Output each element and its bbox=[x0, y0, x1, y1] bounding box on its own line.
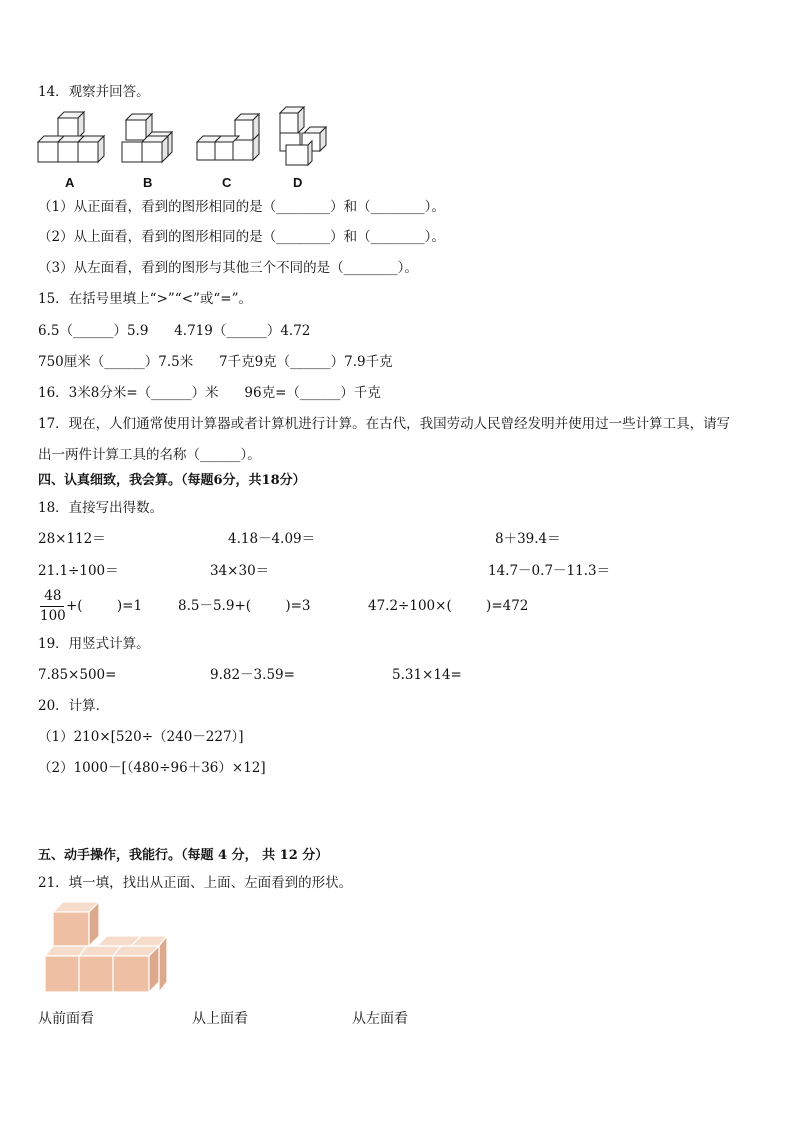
view-left-label: 从左面看 bbox=[352, 1011, 408, 1027]
q14-sub3: （3）从左面看，看到的图形与其他三个不同的是（________）。 bbox=[38, 260, 418, 276]
view-front-label: 从前面看 bbox=[38, 1011, 94, 1027]
cube-figure-d bbox=[278, 107, 330, 169]
q18-r1-b: 4.18－4.09＝ bbox=[228, 531, 316, 547]
q19-item-1: 7.85×500= bbox=[38, 667, 117, 683]
q18-r2-c: 14.7－0.7－11.3＝ bbox=[488, 563, 611, 579]
q18-r3-a: +( )=1 bbox=[66, 598, 143, 614]
q21-title: 21．填一填，找出从正面、上面、左面看到的形状。 bbox=[38, 875, 353, 891]
cube-figure-b bbox=[120, 114, 180, 170]
q18-fraction bbox=[40, 588, 66, 625]
label-c: C bbox=[222, 175, 232, 190]
view-top-label: 从上面看 bbox=[192, 1011, 248, 1027]
q19-title: 19．用竖式计算。 bbox=[38, 636, 150, 652]
q19-item-3: 5.31×14= bbox=[392, 667, 462, 683]
q16: 16．3米8分米=（______）米 96克=（______）千克 bbox=[38, 385, 381, 401]
q15-row2: 750厘米（______）7.5米 7千克9克（______）7.9千克 bbox=[38, 354, 393, 370]
q15-row1: 6.5（______）5.9 4.719（______）4.72 bbox=[38, 323, 311, 339]
q14-title: 14．观察并回答。 bbox=[38, 84, 150, 100]
cube-figure-a bbox=[36, 112, 106, 168]
q21-cube-figure bbox=[43, 902, 171, 994]
q20-title: 20．计算． bbox=[38, 698, 110, 714]
q18-r2-b: 34×30＝ bbox=[210, 563, 270, 579]
q20-sub1: （1）210×[520÷（240－227）] bbox=[38, 729, 244, 745]
cube-figure-c bbox=[195, 114, 265, 170]
q19-item-2: 9.82－3.59= bbox=[210, 667, 295, 683]
q17-line2: 出一两件计算工具的名称（______）。 bbox=[38, 447, 261, 463]
q18-r3-b: 8.5－5.9+( )=3 bbox=[178, 598, 311, 614]
q20-sub2: （2）1000－[（480÷96＋36）×12] bbox=[38, 760, 266, 776]
q15-title: 15．在括号里填上“>”“<”或“=”。 bbox=[38, 291, 253, 307]
label-d: D bbox=[293, 175, 303, 190]
section-5-heading: 五、动手操作，我能行。（每题 4 分， 共 12 分） bbox=[38, 848, 329, 863]
q18-r3-c: 47.2÷100×( )=472 bbox=[368, 598, 529, 614]
fraction-denominator: 100 bbox=[40, 608, 66, 624]
q17-line1: 17．现在，人们通常使用计算器或者计算机进行计算。在古代，我国劳动人民曾经发明并使用过一些计算工具，请写 bbox=[38, 416, 731, 432]
label-b: B bbox=[143, 175, 153, 190]
section-4-heading: 四、认真细致，我会算。（每题6分，共18分） bbox=[38, 473, 306, 488]
q18-r1-a: 28×112＝ bbox=[38, 531, 106, 547]
label-a: A bbox=[65, 175, 75, 190]
q18-title: 18．直接写出得数。 bbox=[38, 500, 164, 516]
q18-r1-c: 8＋39.4＝ bbox=[495, 531, 561, 547]
q14-sub1: （1）从正面看，看到的图形相同的是（________）和（________）。 bbox=[38, 199, 445, 215]
fraction-numerator: 48 bbox=[44, 588, 62, 604]
q14-sub2: （2）从上面看，看到的图形相同的是（________）和（________）。 bbox=[38, 229, 445, 245]
q18-r2-a: 21.1÷100＝ bbox=[38, 563, 119, 579]
fraction-bar bbox=[40, 606, 64, 607]
